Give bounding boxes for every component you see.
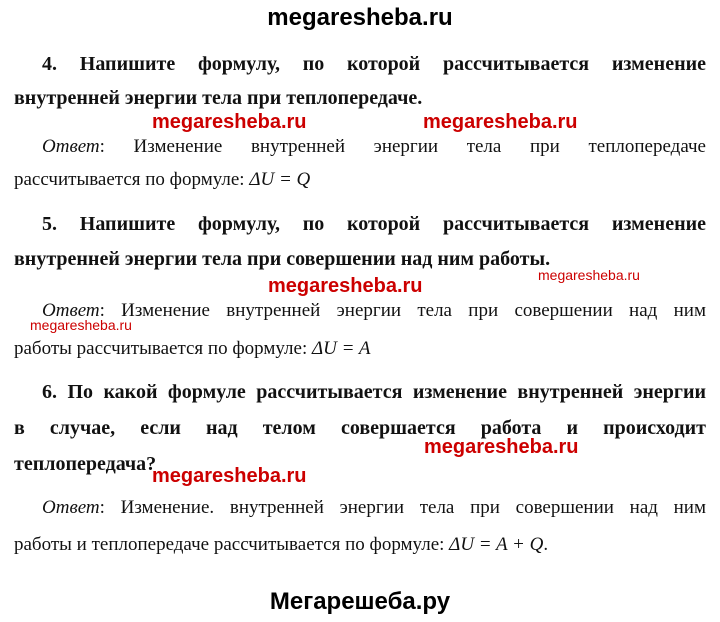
- watermark-bold: megaresheba.ru: [423, 111, 578, 133]
- answer-6-line-2: [14, 533, 706, 556]
- watermark-bold: megaresheba.ru: [424, 436, 579, 458]
- watermark-bold: megaresheba.ru: [152, 111, 307, 133]
- question-5-line-1: 5. Напишите формулу, по которой рассчитывается изменение: [42, 213, 706, 235]
- header-site-watermark: megaresheba.ru: [267, 4, 453, 31]
- question-6-line-2: в случае, если над телом совершается работа и происходит: [14, 417, 706, 439]
- question-4-line-1: 4. Напишите формулу, по которой рассчитывается изменение: [42, 53, 706, 75]
- footer-brand: Мегарешеба.ру: [269, 588, 451, 615]
- answer-text: работы и теплопередаче рассчитывается по формуле:: [14, 534, 450, 555]
- answer-text: рассчитывается по формуле:: [14, 169, 250, 190]
- watermark-bold: megaresheba.ru: [268, 275, 423, 297]
- formula-delta-u-a-plus-q: ΔU = A + Q: [449, 534, 544, 555]
- answer-text: : Изменение внутренней энергии тела при теплопередаче: [99, 136, 706, 157]
- question-5-line-2: внутренней энергии тела при совершении над ним работы.: [14, 248, 551, 270]
- question-6-line-3: теплопередача?: [14, 453, 157, 475]
- question-4-line-2: внутренней энергии тела при теплопередаче.: [14, 87, 423, 109]
- answer-5-line-2: [14, 337, 706, 360]
- question-6-line-1: 6. По какой формуле рассчитывается изменение внутренней энергии: [42, 381, 706, 403]
- answer-label: Ответ: [42, 136, 100, 157]
- watermark-small: megaresheba.ru: [538, 267, 640, 283]
- answer-text: : Изменение. внутренней энергии тела при совершении над ним: [99, 497, 706, 518]
- answer-4-line-1: [14, 135, 706, 158]
- answer-text: : Изменение внутренней энергии тела при совершении над ним: [99, 300, 706, 321]
- answer-4-line-2: [14, 168, 706, 191]
- watermark-small: megaresheba.ru: [30, 317, 132, 333]
- answer-suffix: .: [543, 534, 549, 555]
- watermark-bold: megaresheba.ru: [152, 465, 307, 487]
- formula-delta-u-q: ΔU = Q: [249, 169, 311, 190]
- answer-label: Ответ: [42, 497, 100, 518]
- answer-6-line-1: [14, 496, 706, 519]
- formula-delta-u-a: ΔU = A: [312, 338, 371, 359]
- answer-label: Ответ: [42, 300, 100, 321]
- answer-text: работы рассчитывается по формуле:: [14, 338, 312, 359]
